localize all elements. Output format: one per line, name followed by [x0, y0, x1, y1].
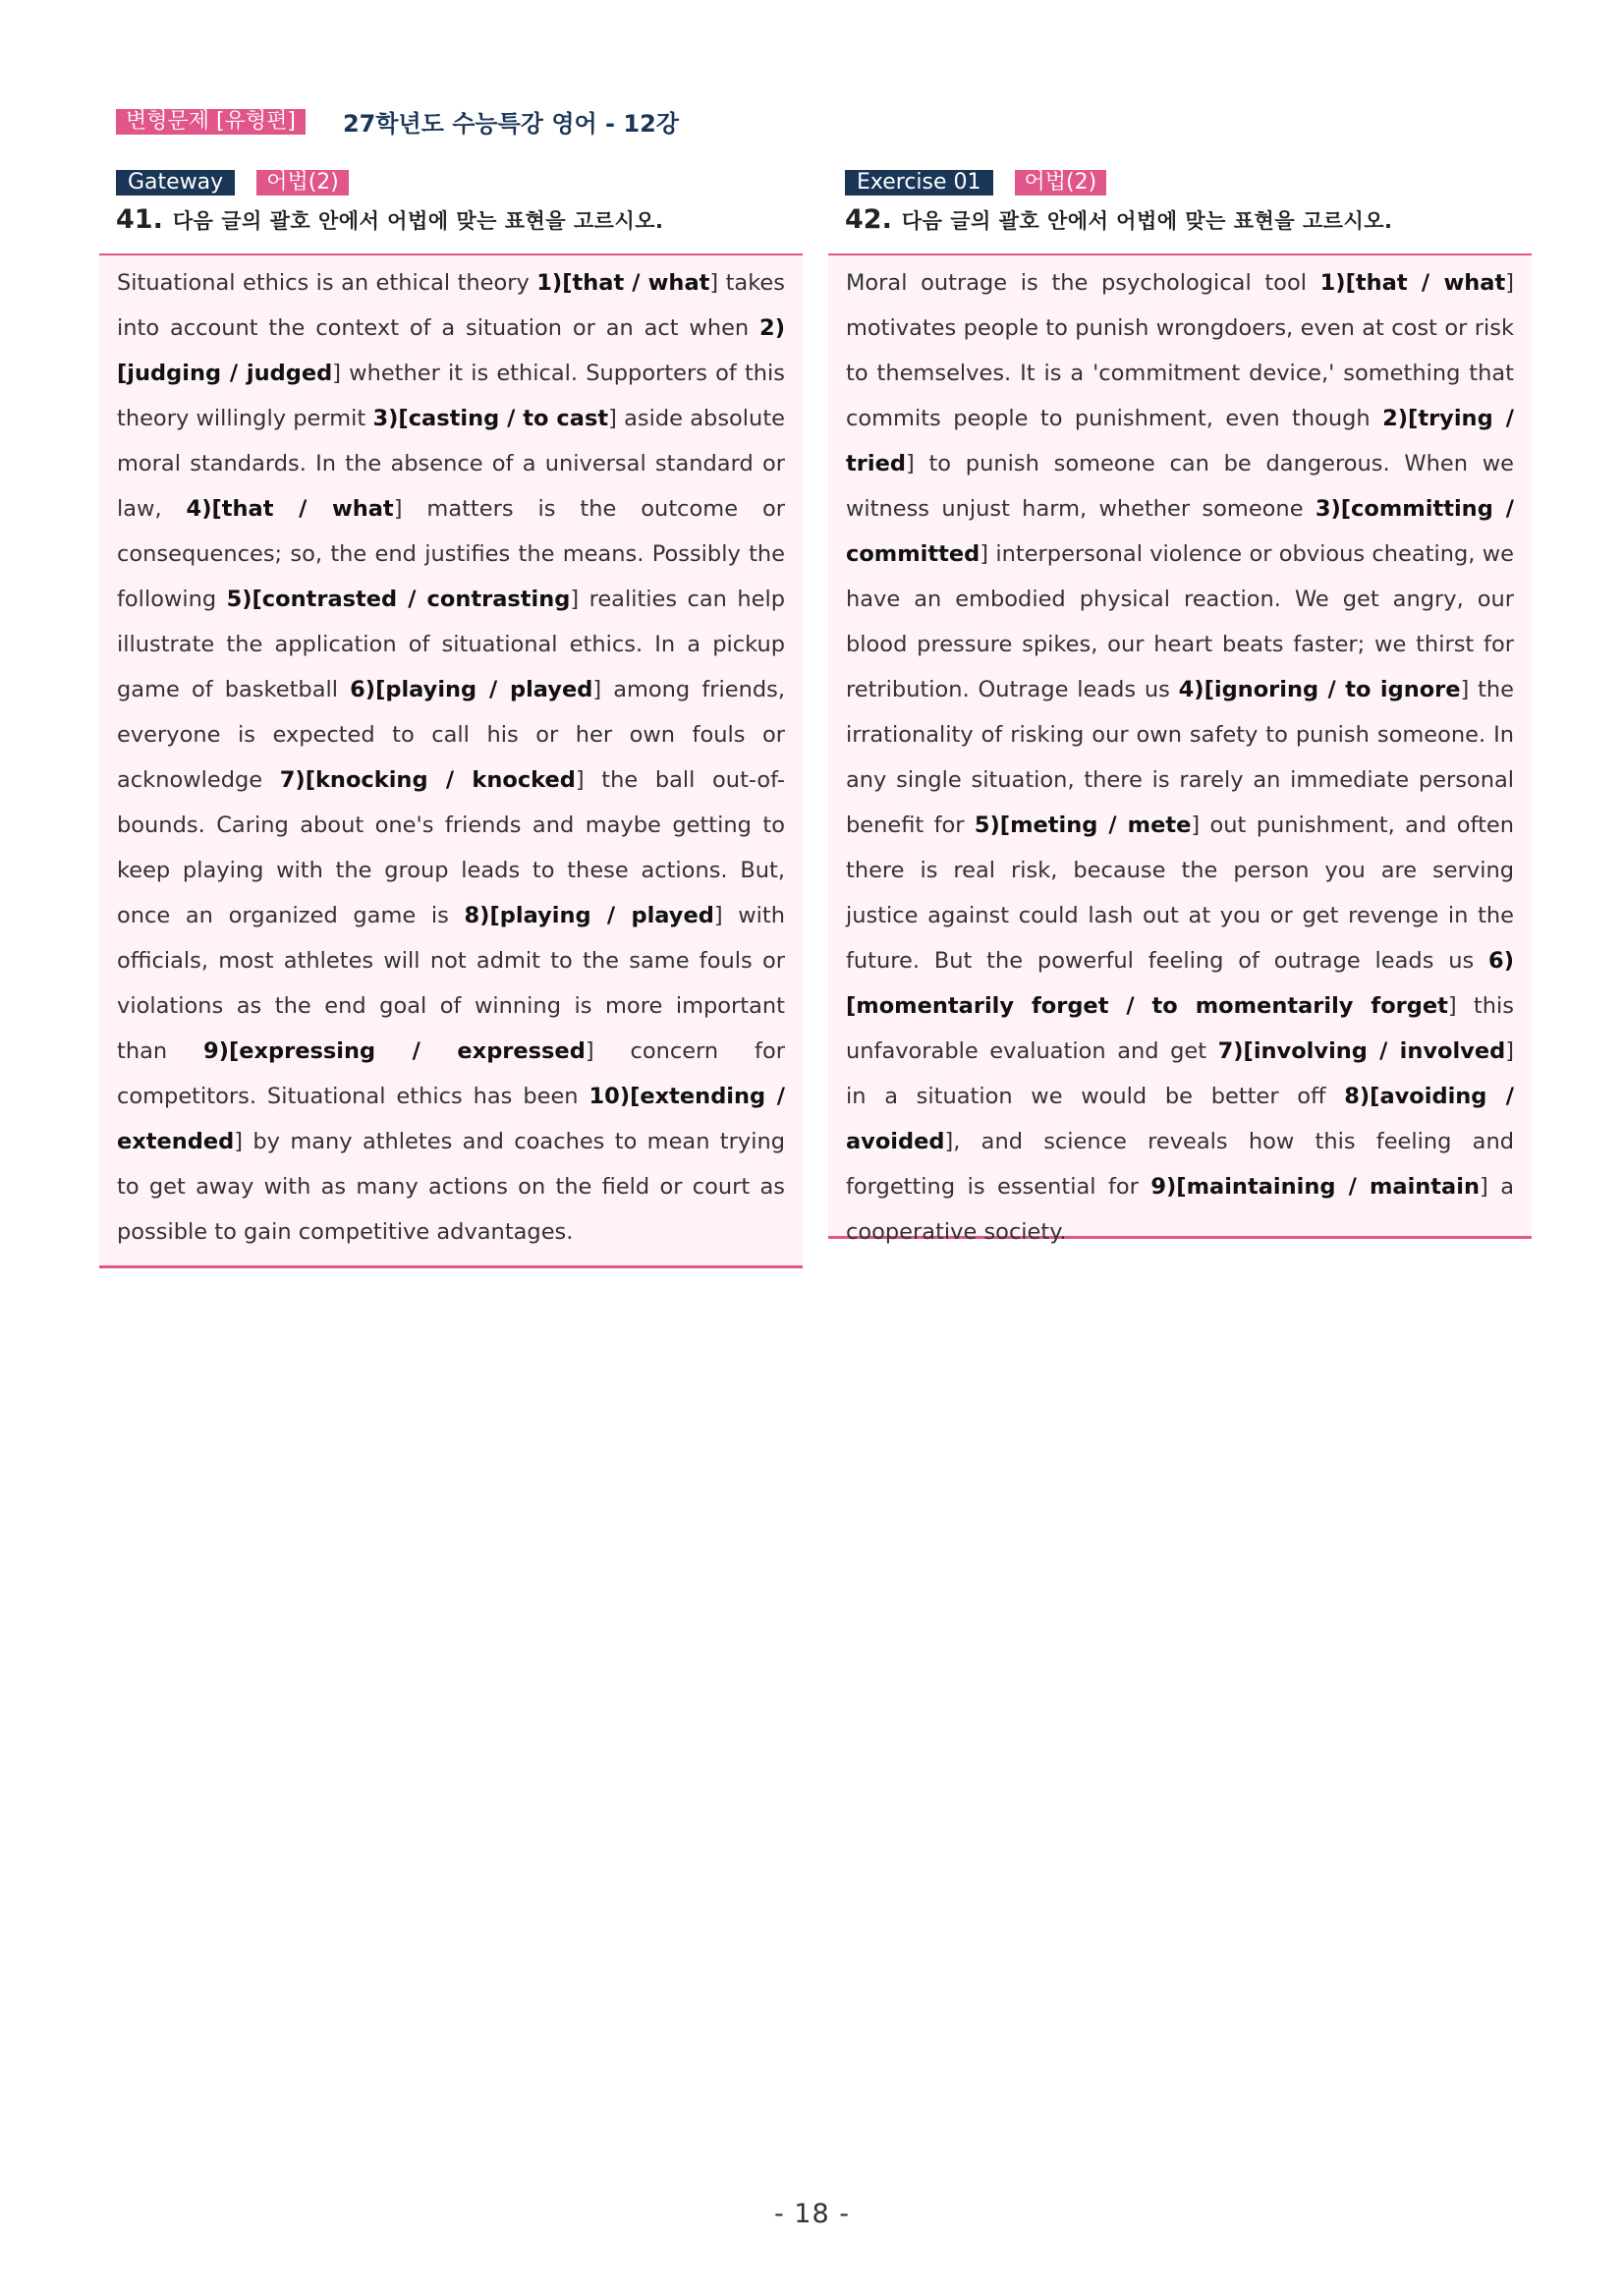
passage-segment: ] in a situation we would be better off — [846, 1038, 1514, 1109]
passage-segment: ] realities can help illustrate the application of situational ethics. In a pickup game of basketball — [117, 587, 785, 702]
passage-segment: ] concern for competitors. Situational ethics has been — [117, 1038, 785, 1109]
left-question-number: 41. — [116, 204, 163, 235]
passage-segment: ] aside absolute moral standards. In the absence of a universal standard or law, — [117, 406, 785, 522]
passage-segment: Situational ethics is an ethical theory — [117, 270, 537, 296]
right-question-number: 42. — [845, 204, 892, 235]
left-label-tag: Gateway — [116, 170, 235, 196]
grammar-choice: 7)[knocking / knocked — [279, 767, 576, 793]
grammar-choice: 8)[playing / played — [464, 903, 714, 928]
passage-segment: ] this unfavorable evaluation and get — [846, 993, 1514, 1064]
grammar-choice: 4)[ignoring / to ignore — [1178, 677, 1461, 702]
left-question-instruction: 다음 글의 괄호 안에서 어법에 맞는 표현을 고르시오. — [172, 209, 664, 233]
passage-segment: ] interpersonal violence or obvious cheating, we have an embodied physical reaction. We get angry, our blood pressure spikes, our heart beats faster; we thirst for retribution. Outrage leads us — [846, 541, 1514, 702]
passage-segment: Moral outrage is the psychological tool — [846, 270, 1320, 296]
passage-segment: ] whether it is ethical. Supporters of this theory willingly permit — [117, 361, 786, 431]
left-category-tag: 어법(2) — [256, 170, 349, 196]
left-passage — [117, 260, 785, 1255]
passage-segment: ] the ball out-of-bounds. Caring about one's friends and maybe getting to keep playing with the group leads to these actions. But, once an organized game is — [117, 767, 785, 928]
passage-segment: ] takes into account the context of a situation or an act when — [117, 270, 786, 341]
right-category-tag: 어법(2) — [1015, 170, 1107, 196]
header-tag: 변형문제 [유형편] — [116, 109, 306, 135]
passage-segment: ] motivates people to punish wrongdoers, even at cost or risk to themselves. It is a 'commitment device,' something that commits people to punishment, even though — [846, 270, 1515, 431]
grammar-choice: 5)[meting / mete — [974, 812, 1192, 838]
passage-segment: ] among friends, everyone is expected to call his or her own fouls or acknowledge — [117, 677, 786, 793]
header-title: 27학년도 수능특강 영어 - 12강 — [342, 110, 679, 138]
page-header — [116, 104, 679, 139]
passage-segment: ] to punish someone can be dangerous. When we witness unjust harm, whether someone — [846, 451, 1514, 522]
passage-segment: ] with officials, most athletes will not admit to the same fouls or violations as the end goal of winning is more important than — [117, 903, 785, 1064]
grammar-choice: 7)[involving / involved — [1217, 1038, 1506, 1064]
grammar-choice: 9)[expressing / expressed — [203, 1038, 586, 1064]
grammar-choice: 2)[judging / judged — [117, 315, 785, 386]
grammar-choice: 8)[avoiding / avoided — [846, 1084, 1514, 1154]
left-passage-text — [117, 260, 785, 1255]
grammar-choice: 1)[that / what — [536, 270, 710, 296]
passage-segment: ] the irrationality of risking our own safety to punish someone. In any single situation, there is rarely an immediate personal benefit for — [846, 677, 1515, 838]
right-question-instruction: 다음 글의 괄호 안에서 어법에 맞는 표현을 고르시오. — [901, 209, 1393, 233]
grammar-choice: 1)[that / what — [1319, 270, 1506, 296]
right-tags — [845, 169, 1532, 196]
grammar-choice: 9)[maintaining / maintain — [1150, 1174, 1480, 1200]
right-passage-text — [846, 260, 1514, 1255]
grammar-choice: 3)[committing / committed — [846, 496, 1514, 567]
grammar-choice: 4)[that / what — [186, 496, 394, 522]
right-column — [828, 169, 1532, 1245]
grammar-choice: 2)[trying / tried — [846, 406, 1514, 476]
right-question — [845, 204, 1532, 240]
grammar-choice: 6)[playing / played — [350, 677, 593, 702]
left-tags — [116, 169, 803, 196]
right-label-tag: Exercise 01 — [845, 170, 993, 196]
passage-segment: ] a cooperative society. — [846, 1174, 1515, 1245]
grammar-choice: 10)[extending / extended — [117, 1084, 785, 1154]
grammar-choice: 5)[contrasted / contrasting — [226, 587, 571, 612]
right-passage-box — [828, 253, 1532, 1245]
left-passage-box — [99, 253, 803, 1268]
right-passage — [846, 260, 1514, 1255]
grammar-choice: 3)[casting / to cast — [372, 406, 609, 431]
left-column — [99, 169, 803, 1268]
grammar-choice: 6)[momentarily forget / to momentarily forget — [846, 948, 1514, 1019]
passage-segment: ] out punishment, and often there is real risk, because the person you are serving justice against could lash out at you or get revenge in the future. But the powerful feeling of outrage leads us — [846, 812, 1514, 974]
passage-segment: ] matters is the outcome or consequences; so, the end justifies the means. Possibly the following — [117, 496, 785, 612]
passage-segment: ], and science reveals how this feeling and forgetting is essential for — [846, 1129, 1514, 1200]
page-number: - 18 - — [773, 2199, 850, 2229]
left-question — [116, 204, 803, 240]
passage-segment: ] by many athletes and coaches to mean trying to get away with as many actions on the field or court as possible to gain competitive advantages. — [117, 1129, 785, 1245]
